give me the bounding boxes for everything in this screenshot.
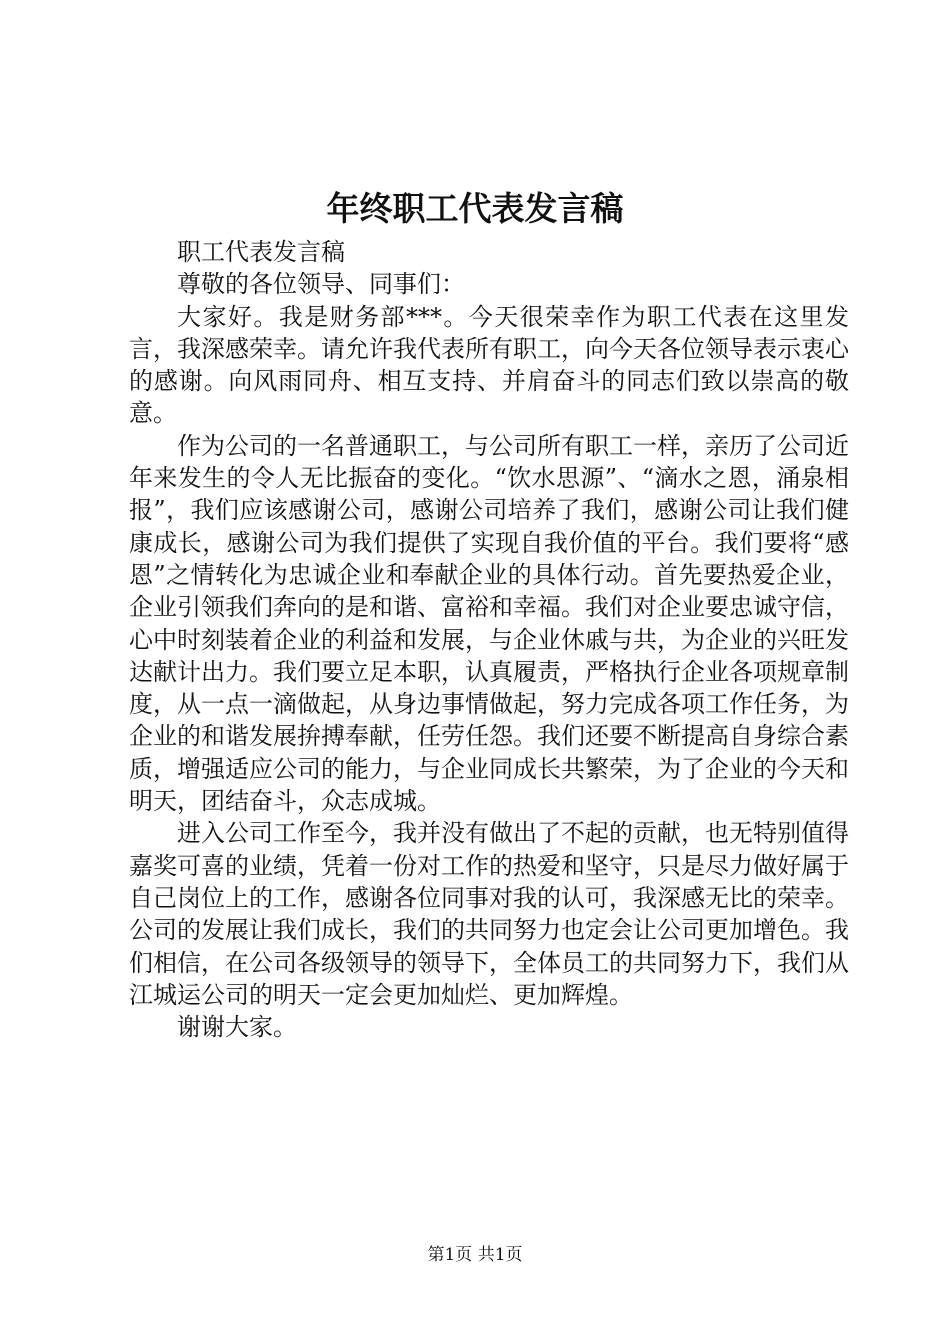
paragraph-heading: 职工代表发言稿	[177, 238, 345, 266]
paragraph-greeting: 大家好。我是财务部***。今天很荣幸作为职工代表在这里发言，我深感荣幸。请允许我代表所有职工，向今天各位领导表示衷心的感谢。向风雨同舟、相互支持、并肩奋斗的同志们致以崇高的敬意。	[129, 302, 849, 428]
paragraph-salutation: 尊敬的各位领导、同事们：	[177, 270, 465, 299]
document-body	[129, 236, 849, 1043]
paragraph-gratitude: 作为公司的一名普通职工，与公司所有职工一样，亲历了公司近年来发生的令人无比振奋的变化。“饮水思源”、“滴水之恩，涌泉相报”，我们应该感谢公司，感谢公司培养了我们，感谢公司让我们健康成长，感谢公司为我们提供了实现自我价值的平台。我们要将“感恩”之情转化为忠诚企业和奉献企业的具体行动。首先要热爱企业，企业引领我们奔向的是和谐、富裕和幸福。我们对企业要忠诚守信，心中时刻装着企业的利益和发展，与企业休戚与共，为企业的兴旺发达献计出力。我们要立足本职，认真履责，严格执行企业各项规章制度，从一点一滴做起，从身边事情做起，努力完成各项工作任务，为企业的和谐发展拚搏奉献，任劳任怨。我们还要不断提高自身综合素质，增强适应公司的能力，与企业同成长共繁荣，为了企业的今天和明天，团结奋斗，众志成城。	[129, 431, 849, 816]
document-title: 年终职工代表发言稿	[326, 189, 624, 228]
paragraph-personal: 进入公司工作至今，我并没有做出了不起的贡献，也无特别值得嘉奖可喜的业绩，凭着一份对工作的热爱和坚守，只是尽力做好属于自己岗位上的工作，感谢各位同事对我的认可，我深感无比的荣幸。公司的发展让我们成长，我们的共同努力也定会让公司更加增色。我们相信，在公司各级领导的领导下，全体员工的共同努力下，我们从江城运公司的明天一定会更加灿烂、更加辉煌。	[129, 819, 849, 1009]
paragraph-closing: 谢谢大家。	[177, 1013, 297, 1042]
page-footer: 第1页 共1页	[427, 1245, 523, 1265]
